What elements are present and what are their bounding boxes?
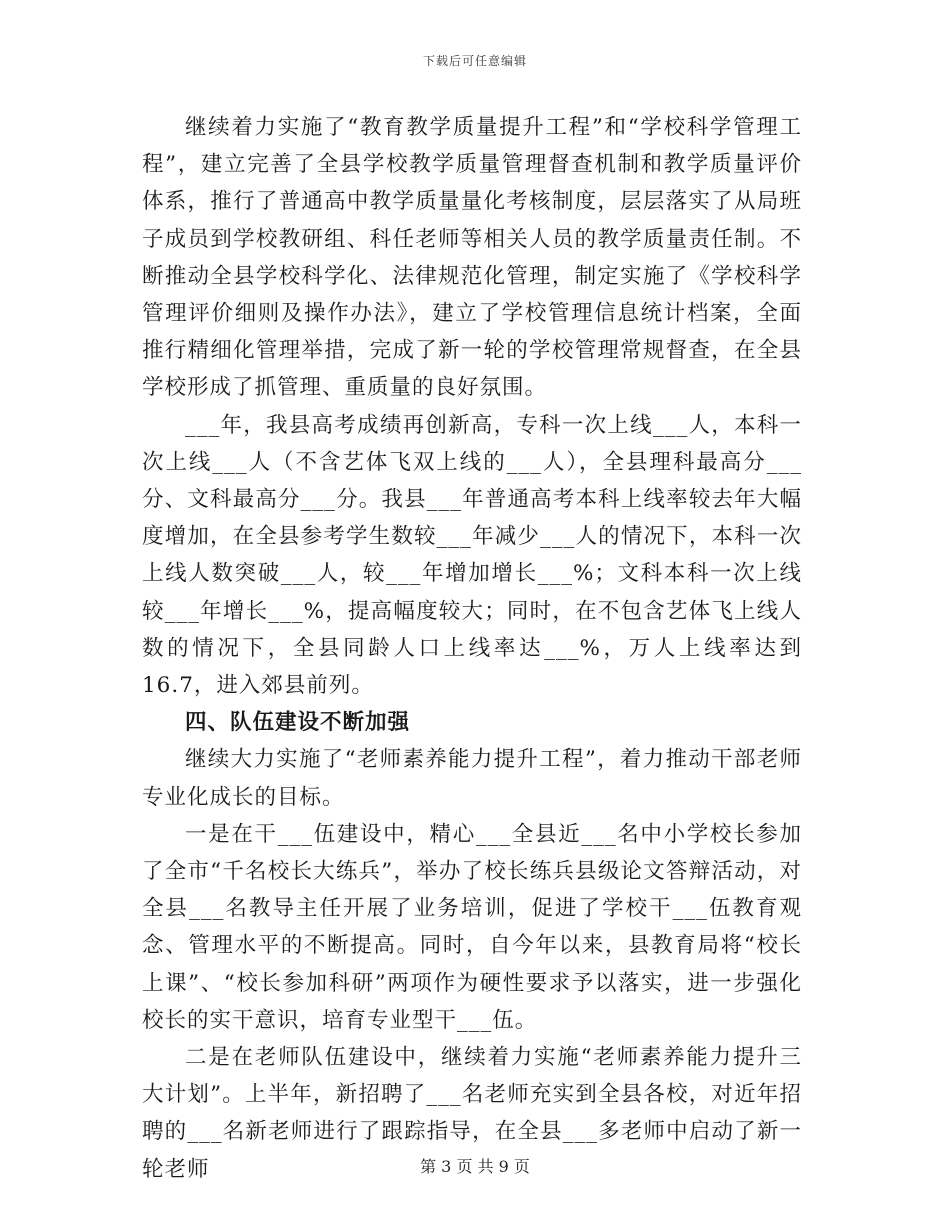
page-header: 下载后可任意编辑 [422, 54, 527, 68]
paragraph-teacher-team: 二是在老师队伍建设中，继续着力实施“老师素养能力提升三大计划”。上半年，新招聘了___名老师充实到全县各校，对近年招聘的___名新老师进行了跟踪指导，在全县___多老师中启动了新一轮老师 [142, 1045, 802, 1182]
paragraph-cadre-team: 一是在干___伍建设中，精心___全县近___名中小学校长参加了全市“千名校长大练兵”，举办了校长练兵县级论文答辩活动，对全县___名教导主任开展了业务培训，促进了学校干___伍教育观念、管理水平的不断提高。同时，自今年以来，县教育局将“校长上课”、“校长参加科研”两项作为硬性要求予以落实，进一步强化校长的实干意识，培育专业型干___伍。 [142, 821, 802, 1033]
document-body [142, 109, 802, 1188]
paragraph-quality-management: 继续着力实施了“教育教学质量提升工程”和“学校科学管理工程”，建立完善了全县学校教学质量管理督查机制和教学质量评价体系，推行了普通高中教学质量量化考核制度，层层落实了从局班子成员到学校教研组、科任老师等相关人员的教学质量责任制。不断推动全县学校科学化、法律规范化管理，制定实施了《学校科学管理评价细则及操作办法》，建立了学校管理信息统计档案，全面推行精细化管理举措，完成了新一轮的学校管理常规督查，在全县学校形成了抓管理、重质量的良好氛围。 [142, 115, 802, 401]
paragraph-exam-results: ___年，我县高考成绩再创新高，专科一次上线___人，本科一次上线___人（不含艺体飞双上线的___人），全县理科最高分___分、文科最高分___分。我县___年普通高考本科上线率较去年大幅度增加，在全县参考学生数较___年减少___人的情况下，本科一次上线人数突破___人，较___年增加增长___%；文科本科一次上线较___年增长___%，提高幅度较大；同时，在不包含艺体飞上线人数的情况下，全县同龄人口上线率达___%，万人上线率达到16.7，进入郊县前列。 [142, 412, 802, 699]
page-number: 第 3 页 共 9 页 [420, 1157, 530, 1176]
paragraph-teacher-quality-project: 继续大力实施了“老师素养能力提升工程”，着力推动干部老师专业化成长的目标。 [142, 747, 802, 810]
section-heading-team-building: 四、队伍建设不断加强 [185, 710, 411, 736]
